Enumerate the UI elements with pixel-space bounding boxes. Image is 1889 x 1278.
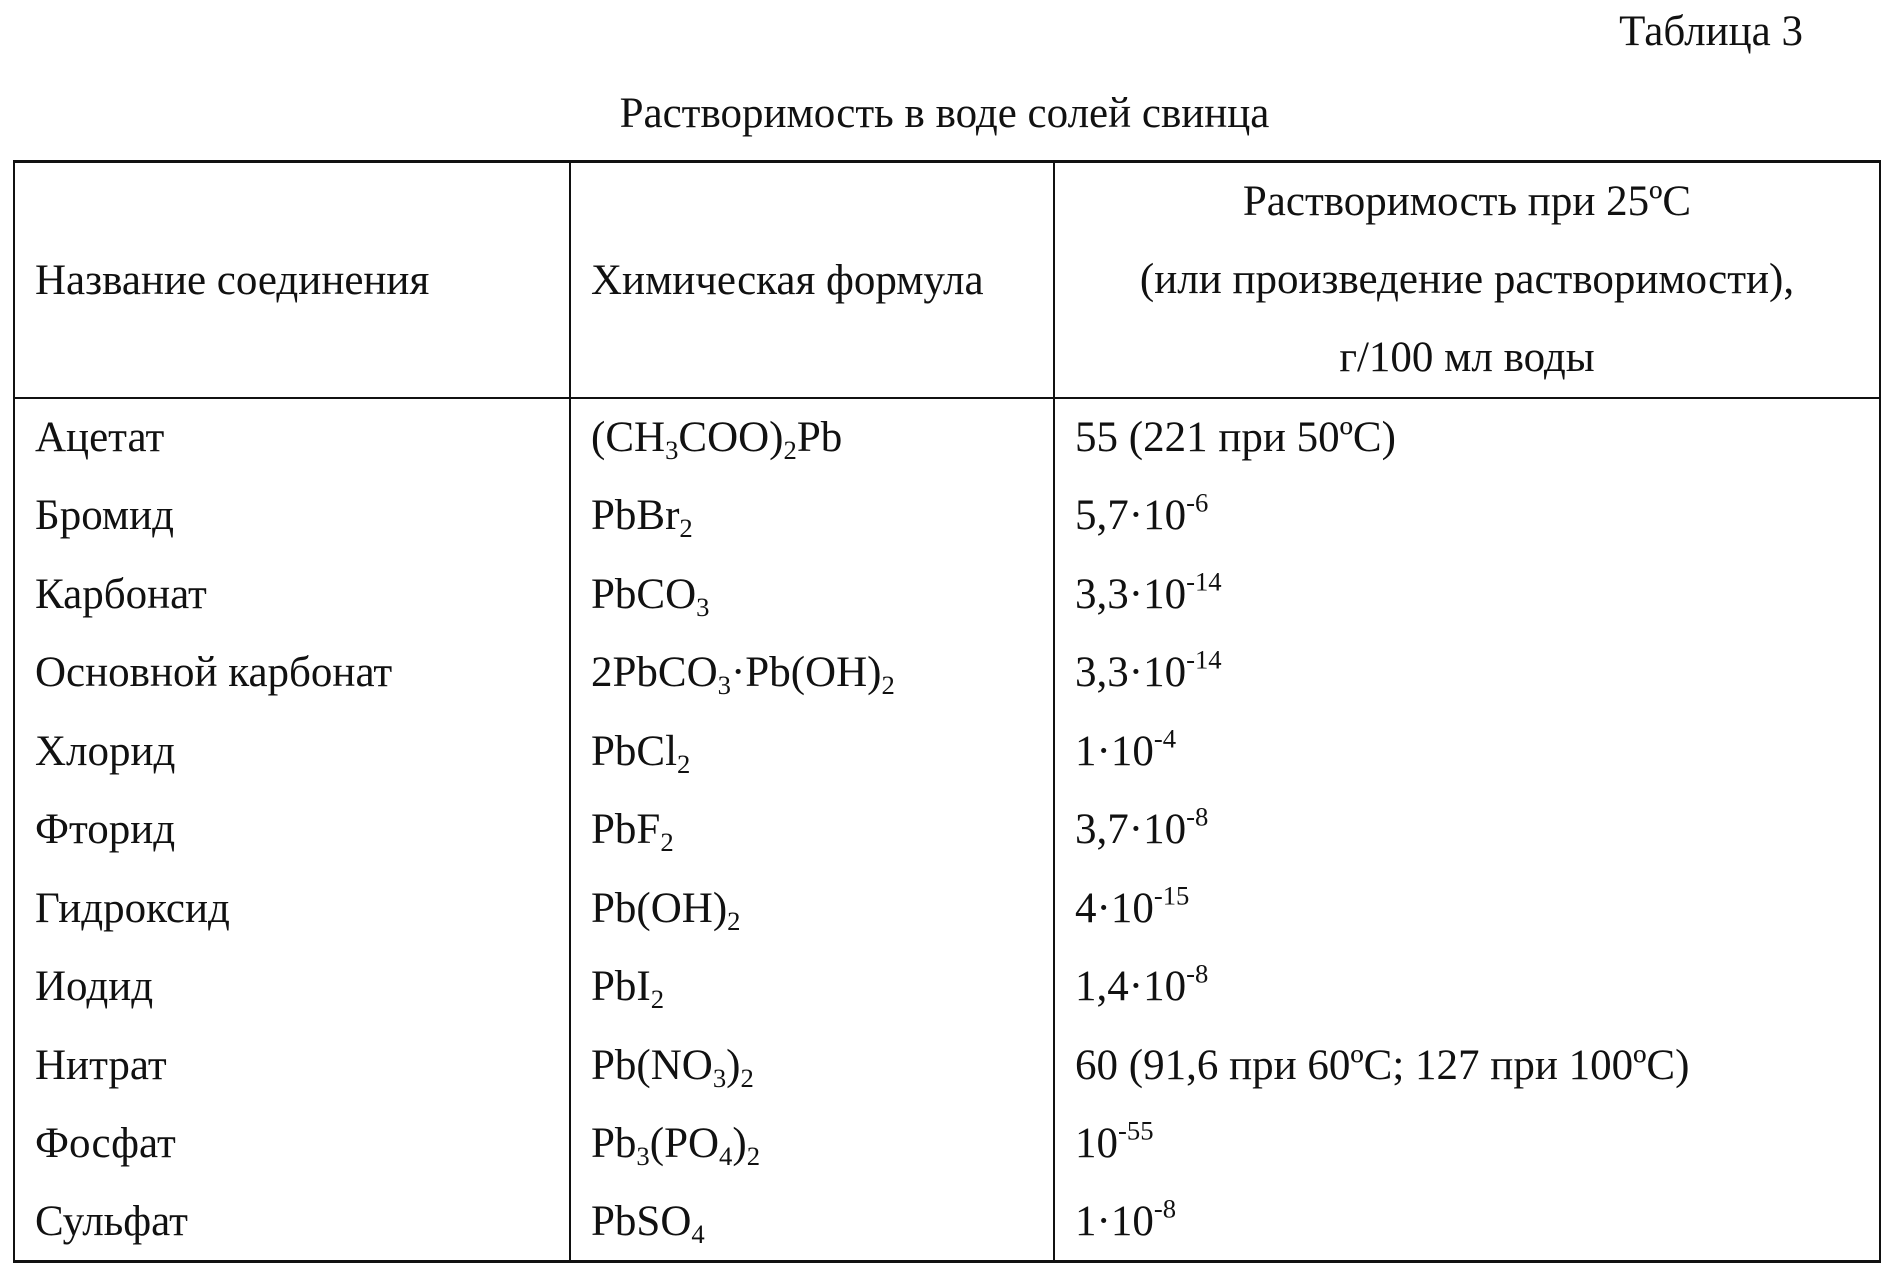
table-row (14, 712, 1880, 791)
subscript: 2 (677, 748, 691, 779)
formula-text: Pb (796, 414, 843, 462)
subscript: 2 (679, 513, 693, 544)
formula-text: Pb(OH) (591, 884, 728, 932)
solubility-cell (1054, 555, 1880, 634)
superscript: -55 (1118, 1115, 1154, 1146)
table-row (14, 869, 1880, 948)
table-number: Таблица 3 (1619, 8, 1803, 55)
compound-name-cell: Основной карбонат (14, 634, 570, 713)
table-row (14, 477, 1880, 556)
solubility-text: 5,7·10 (1075, 492, 1187, 540)
solubility-cell (1054, 398, 1880, 477)
header-solubility-line: Растворимость при 25ºC (1242, 178, 1692, 225)
formula-text: PbCO (591, 570, 697, 618)
solubility-cell (1054, 1105, 1880, 1184)
solubility-cell (1054, 1026, 1880, 1105)
chemical-formula-cell (570, 1026, 1054, 1105)
formula-text: (CH (591, 414, 666, 462)
subscript: 2 (660, 827, 674, 858)
solubility-cell (1054, 634, 1880, 713)
subscript: 4 (691, 1218, 705, 1249)
solubility-cell (1054, 1183, 1880, 1262)
chemical-formula-cell (570, 398, 1054, 477)
table-row (14, 555, 1880, 634)
superscript: -15 (1153, 880, 1190, 911)
table-row (14, 791, 1880, 870)
compound-name-cell: Иодид (14, 948, 570, 1027)
table-header (14, 162, 1880, 399)
chemical-formula-cell (570, 477, 1054, 556)
solubility-text: 3,3·10 (1075, 570, 1187, 618)
table-row (14, 398, 1880, 477)
formula-text: ) (726, 1041, 741, 1089)
formula-text: Pb (591, 1120, 637, 1168)
formula-text: PbF (591, 806, 661, 854)
compound-name-cell: Сульфат (14, 1183, 570, 1262)
solubility-text: 3,3·10 (1075, 649, 1187, 697)
header-chemical-formula: Химическая формула (570, 162, 1054, 399)
solubility-text: 55 (221 при 50ºC) (1075, 414, 1396, 462)
superscript: -6 (1186, 487, 1209, 518)
superscript: -8 (1186, 958, 1209, 989)
superscript: -14 (1186, 644, 1222, 675)
compound-name-cell: Нитрат (14, 1026, 570, 1105)
table-row (14, 1026, 1880, 1105)
compound-name-cell: Фосфат (14, 1105, 570, 1184)
solubility-text: 4·10 (1075, 884, 1154, 932)
subscript: 2 (783, 435, 797, 466)
formula-text: Pb(NO (591, 1041, 713, 1089)
formula-text: COO) (678, 414, 784, 462)
solubility-text: 1·10 (1075, 727, 1154, 775)
subscript: 3 (636, 1141, 650, 1172)
chemical-formula-cell (570, 634, 1054, 713)
chemical-formula-cell (570, 791, 1054, 870)
subscript: 3 (665, 435, 679, 466)
subscript: 3 (717, 670, 731, 701)
chemical-formula-cell (570, 1183, 1054, 1262)
solubility-cell (1054, 477, 1880, 556)
formula-text: 2PbCO (591, 649, 718, 697)
formula-text: (PO (649, 1120, 720, 1168)
subscript: 2 (650, 984, 665, 1015)
chemical-formula-cell (570, 948, 1054, 1027)
header-solubility-line: г/100 мл воды (1339, 334, 1595, 381)
formula-text: ·Pb(OH) (730, 649, 882, 697)
solubility-text: 60 (91,6 при 60ºC; 127 при 100ºC) (1075, 1041, 1690, 1089)
chemical-formula-cell (570, 712, 1054, 791)
solubility-text: 1,4·10 (1075, 963, 1187, 1011)
solubility-text: 10 (1075, 1120, 1118, 1168)
solubility-text: 1·10 (1075, 1198, 1154, 1245)
table-row (14, 1183, 1880, 1262)
header-compound-name: Название соединения (14, 162, 570, 399)
formula-text: PbI (591, 963, 651, 1011)
header-row (14, 162, 1880, 399)
compound-name-cell: Бромид (14, 477, 570, 556)
table-title: Растворимость в воде солей свинца (619, 90, 1270, 137)
subscript: 2 (727, 905, 741, 936)
compound-name-cell: Гидроксид (14, 869, 570, 948)
superscript: -8 (1186, 801, 1209, 832)
solubility-cell (1054, 948, 1880, 1027)
compound-name-cell: Карбонат (14, 555, 570, 634)
chemical-formula-cell (570, 1105, 1054, 1184)
formula-text: PbCl (591, 727, 678, 775)
formula-text: PbBr (591, 492, 680, 540)
solubility-cell (1054, 791, 1880, 870)
table-row (14, 634, 1880, 713)
superscript: -8 (1153, 1193, 1177, 1224)
compound-name-cell: Ацетат (14, 398, 570, 477)
header-solubility (1054, 162, 1880, 399)
solubility-table (13, 160, 1881, 1263)
subscript: 2 (740, 1062, 754, 1093)
formula-text: PbSO (591, 1198, 692, 1245)
compound-name-cell: Фторид (14, 791, 570, 870)
subscript: 2 (746, 1141, 761, 1172)
table-body (14, 398, 1880, 1262)
chemical-formula-cell (570, 869, 1054, 948)
solubility-cell (1054, 869, 1880, 948)
header-solubility-line: (или произведение растворимости), (1139, 256, 1795, 303)
subscript: 2 (881, 670, 895, 701)
solubility-text: 3,7·10 (1075, 806, 1187, 854)
compound-name-cell: Хлорид (14, 712, 570, 791)
subscript: 4 (719, 1141, 733, 1172)
table-row (14, 1105, 1880, 1184)
formula-text: ) (732, 1120, 747, 1168)
solubility-cell (1054, 712, 1880, 791)
superscript: -4 (1153, 723, 1177, 754)
table-row (14, 948, 1880, 1027)
subscript: 3 (696, 591, 710, 622)
superscript: -14 (1186, 566, 1222, 597)
chemical-formula-cell (570, 555, 1054, 634)
subscript: 3 (712, 1062, 727, 1093)
